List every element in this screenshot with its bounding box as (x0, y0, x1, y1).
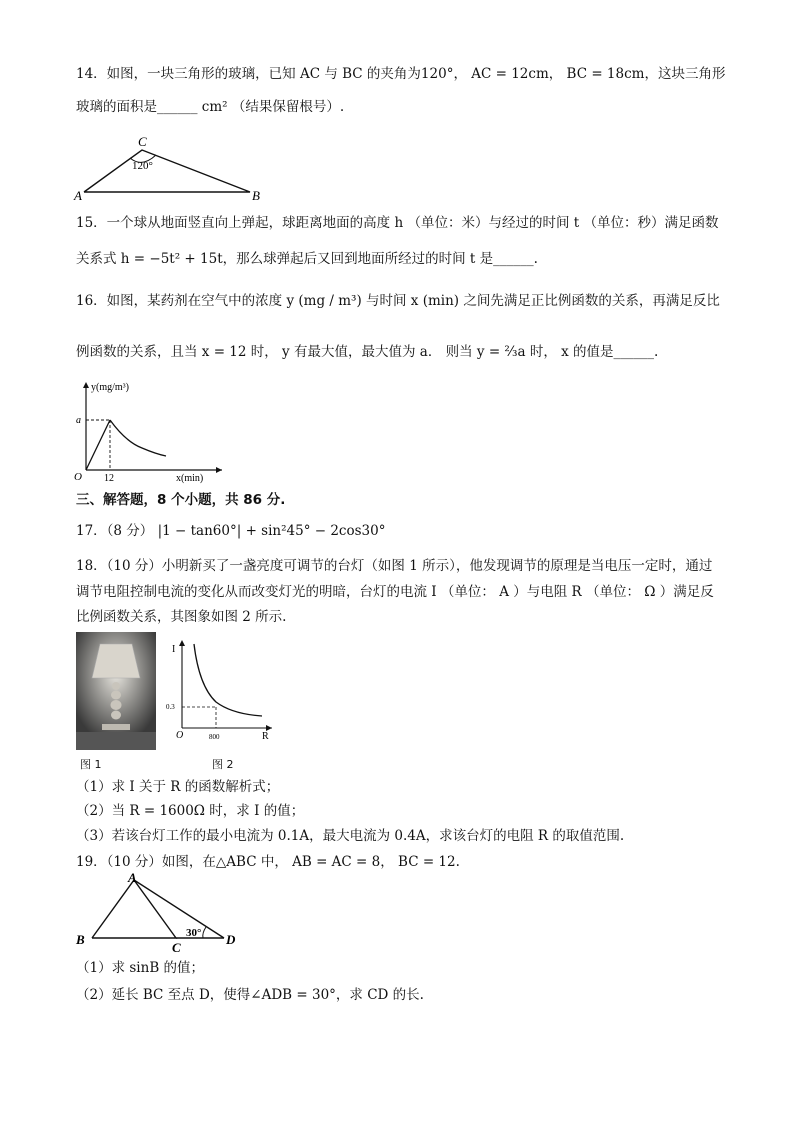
q18-x800-label: 800 (209, 733, 220, 741)
figure-1-caption: 图 1 (80, 758, 102, 771)
q14-line2: 玻璃的面积是______ cm² （结果保留根号）. (76, 99, 345, 115)
q19-sub1: （1）求 sinB 的值； (76, 960, 205, 976)
q16-y-axis-label: y(mg/m³) (91, 382, 129, 393)
q19-line1: 19．（10 分）如图，在△ABC 中， AB = AC = 8， BC = 12. (76, 854, 460, 870)
q16-line1: 16．如图，某药剂在空气中的浓度 y (mg / m³) 与时间 x (min) 之间先满足正比例函数的关系，再满足反比 (76, 293, 720, 309)
q18-sub2: （2）当 R = 1600Ω 时，求 I 的值； (76, 803, 305, 819)
q15-line2: 关系式 h = −5t² + 15t，那么球弹起后又回到地面所经过的时间 t 是______. (76, 251, 538, 267)
q18-line2: 调节电阻控制电流的变化从而改变灯光的明暗，台灯的电流 I （单位： A ）与电阻 R （单位： Ω ）满足反 (76, 584, 714, 600)
q14-angle-label: 120° (132, 160, 153, 172)
q16-line2: 例函数的关系，且当 x = 12 时， y 有最大值，最大值为 a． 则当 y = ⅔a 时， x 的值是______. (76, 344, 659, 360)
q19-sub2: （2）延长 BC 至点 D，使得∠ADB = 30°，求 CD 的长. (76, 987, 424, 1003)
q19-label-b: B (76, 932, 85, 947)
q16-origin-label: O (74, 471, 82, 483)
lamp-photo (76, 632, 156, 750)
q16-x-axis-label: x(min) (176, 473, 204, 484)
q17-line: 17．（8 分） |1 − tan60°| + sin²45° − 2cos30° (76, 523, 386, 539)
q14-line1: 14．如图，一块三角形的玻璃，已知 AC 与 BC 的夹角为120°， AC = 12cm， BC = 18cm，这块三角形 (76, 66, 726, 82)
q18-current-resistance-graph (166, 636, 276, 744)
q18-y03-label: 0.3 (166, 703, 175, 711)
q16-concentration-graph (72, 376, 232, 484)
q18-x-axis-label: R (262, 731, 269, 742)
q16-a-label: a (76, 415, 81, 426)
q14-triangle-figure (72, 136, 272, 202)
figure-2-caption: 图 2 (212, 758, 234, 771)
q19-label-a: A (128, 870, 137, 885)
q15-line1: 15．一个球从地面竖直向上弹起，球距离地面的高度 h （单位：米）与经过的时间 t （单位：秒）满足函数 (76, 215, 719, 231)
q14-label-a: A (74, 188, 82, 202)
q19-label-c: C (172, 940, 181, 955)
q18-sub1: （1）求 I 关于 R 的函数解析式； (76, 779, 280, 795)
q19-label-d: D (226, 932, 236, 947)
q14-label-c: C (138, 136, 147, 149)
q14-label-b: B (252, 188, 260, 202)
q18-line3: 比例函数关系，其图象如图 2 所示. (76, 609, 287, 625)
lamp-illustration (76, 632, 156, 750)
q18-sub3: （3）若该台灯工作的最小电流为 0.1A，最大电流为 0.4A，求该台灯的电阻 R 的取值范围. (76, 828, 625, 844)
q18-y-axis-label: I (172, 644, 176, 655)
section-3-heading: 三、解答题，8 个小题，共 86 分. (76, 492, 286, 508)
q18-origin-label: O (176, 730, 184, 741)
q16-x12-label: 12 (104, 473, 114, 484)
q19-triangle-figure (72, 870, 242, 956)
q19-angle-label: 30° (186, 927, 202, 939)
q18-line1: 18．（10 分）小明新买了一盏亮度可调节的台灯（如图 1 所示），他发现调节的原理是当电压一定时，通过 (76, 558, 713, 574)
